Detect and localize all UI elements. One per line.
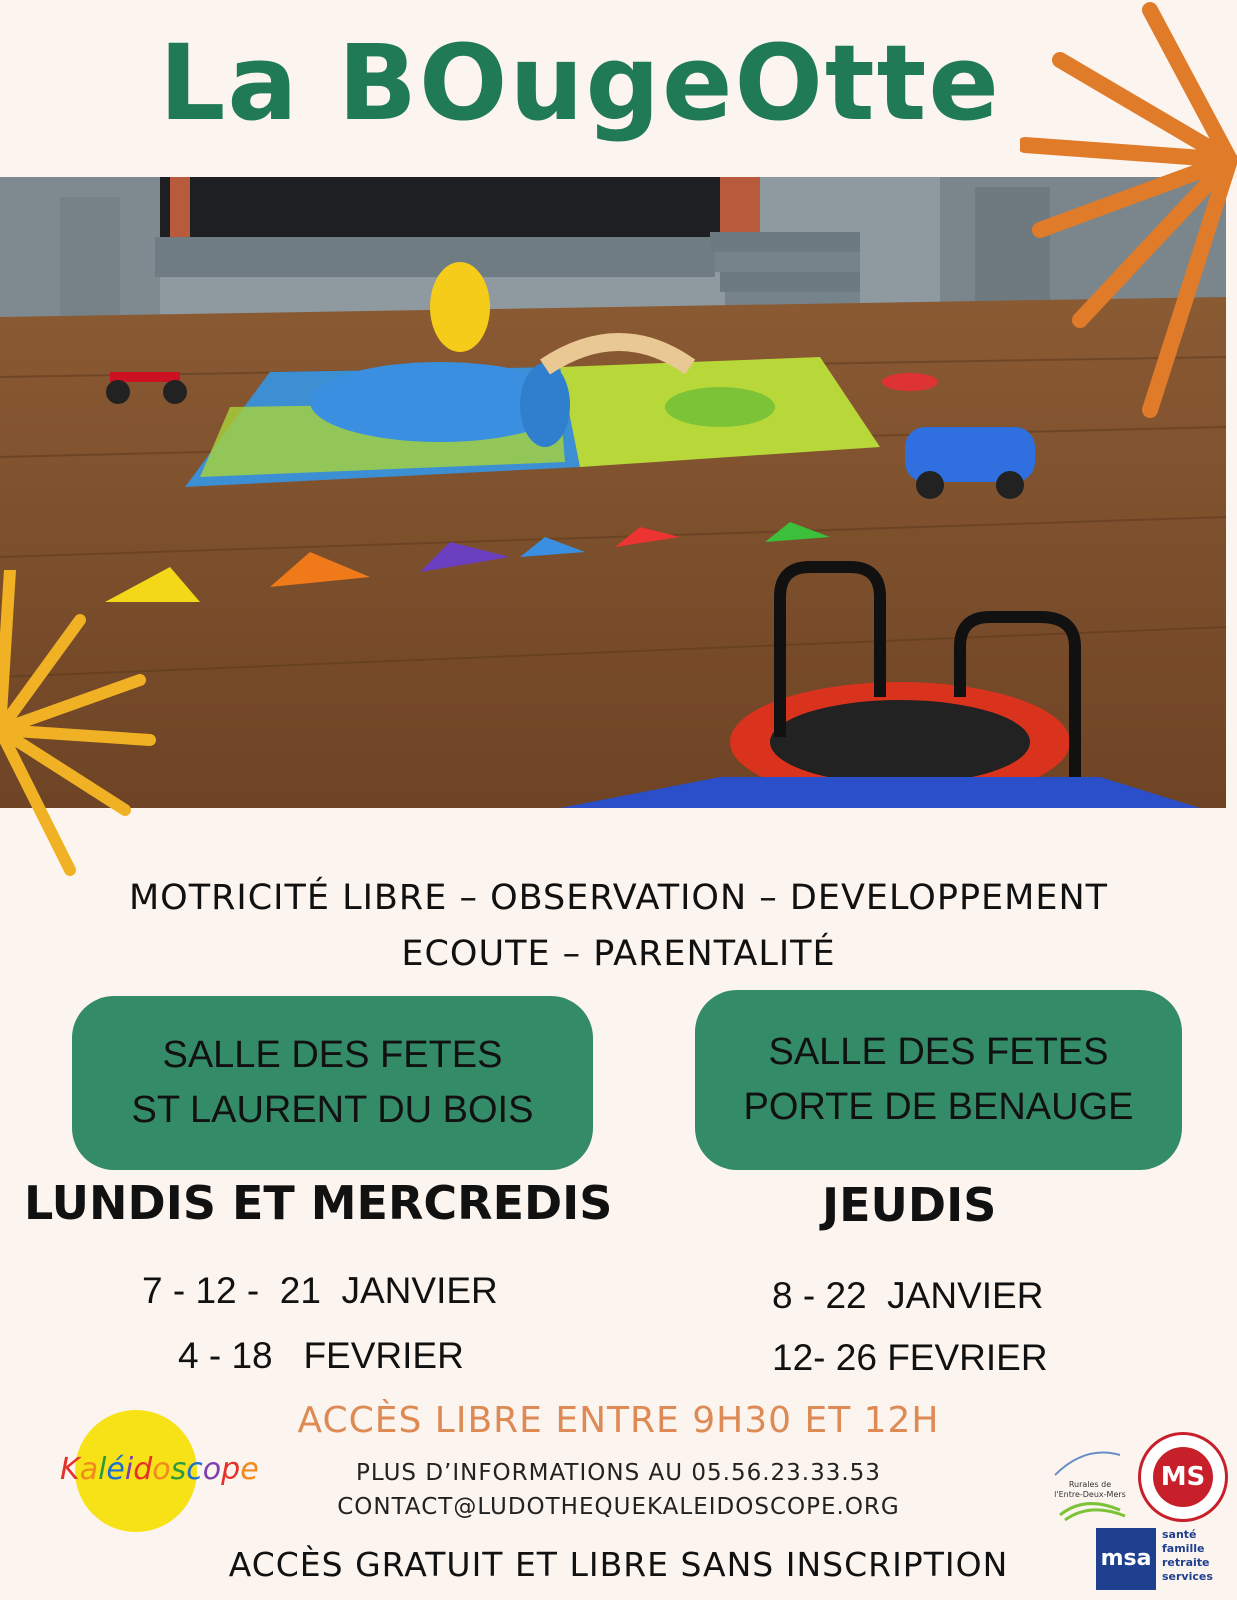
tagline-line-1: MOTRICITÉ LIBRE – OBSERVATION – DEVELOPPEMENT	[128, 878, 1109, 918]
poster-title: La BOugeOtte	[159, 22, 1001, 144]
tagline-line-2: ECOUTE – PARENTALITÉ	[401, 934, 836, 974]
dates-january-porte-de-benauge: 8 - 22 JANVIER	[772, 1275, 1044, 1316]
dates-january-st-laurent: 7 - 12 - 21 JANVIER	[142, 1270, 498, 1311]
venue-town: ST LAURENT DU BOIS	[131, 1089, 534, 1131]
msa-logo-text: santé famille retraite services	[1162, 1528, 1213, 1583]
email-info[interactable]: CONTACT@LUDOTHEQUEKALEIDOSCOPE.ORG	[337, 1494, 900, 1520]
dates-february-st-laurent: 4 - 18 FEVRIER	[178, 1335, 464, 1376]
venue-town: PORTE DE BENAUGE	[743, 1086, 1134, 1128]
free-access-footer: ACCÈS GRATUIT ET LIBRE SANS INSCRIPTION	[228, 1545, 1009, 1584]
access-hours: ACCÈS LIBRE ENTRE 9H30 ET 12H	[297, 1400, 940, 1441]
venue-name: SALLE DES FETES	[162, 1034, 503, 1076]
days-st-laurent: LUNDIS ET MERCREDIS	[24, 1176, 613, 1230]
venue-name: SALLE DES FETES	[768, 1031, 1109, 1073]
dates-february-porte-de-benauge: 12- 26 FEVRIER	[772, 1337, 1048, 1378]
kaleidoscope-logo: Kaléidoscope	[60, 1452, 259, 1487]
ccr-logo-text: Rurales de l'Entre-Deux-Mers	[1054, 1480, 1126, 1499]
mecenes-logo	[1138, 1432, 1228, 1522]
mecenes-logo-center: MS	[1153, 1447, 1213, 1507]
venue-card-st-laurent	[72, 996, 593, 1170]
orange-sun-icon	[1020, 0, 1237, 440]
phone-info: PLUS D’INFORMATIONS AU 05.56.23.33.53	[356, 1460, 881, 1486]
days-porte-de-benauge: JEUDIS	[822, 1178, 997, 1232]
msa-logo-mark: msa	[1096, 1528, 1156, 1590]
yellow-sun-icon	[0, 570, 170, 880]
venue-card-porte-de-benauge	[695, 990, 1182, 1170]
